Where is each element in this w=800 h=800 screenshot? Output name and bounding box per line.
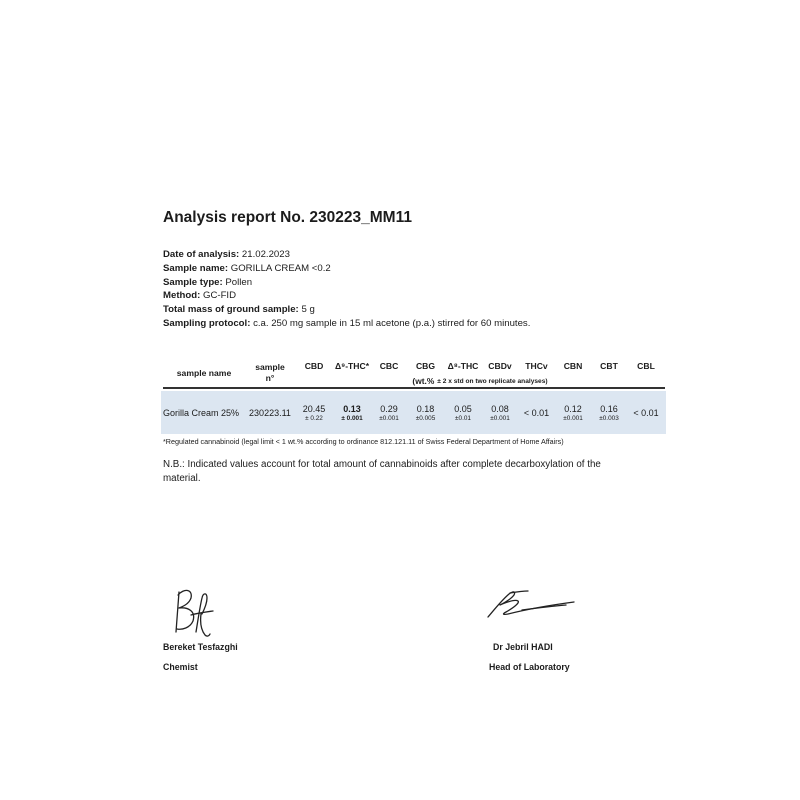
nb-note <box>163 458 601 486</box>
results-table-header <box>163 358 665 388</box>
result-value: 20.45 <box>302 404 326 414</box>
header-sample-no-label: sample n° <box>255 362 285 383</box>
result-value: 0.16 <box>600 404 618 414</box>
cell-cbn <box>555 391 591 434</box>
result-value: 0.05 <box>454 404 472 414</box>
header-sample-no <box>245 358 295 388</box>
result-value: < 0.01 <box>633 408 659 418</box>
head-of-lab-role: Head of Laboratory <box>489 662 570 672</box>
result-std: ±0.001 <box>379 415 399 422</box>
header-cbdv: CBDv <box>488 361 512 371</box>
header-unit <box>295 374 665 388</box>
header-d9-thc: Δ⁹-THC* <box>334 361 370 371</box>
field-label: Sample name: <box>163 262 229 274</box>
header-cbg: CBG <box>415 361 436 371</box>
header-cbl: CBL <box>637 361 655 371</box>
result-value: 0.29 <box>380 404 398 414</box>
chemist-role: Chemist <box>163 662 198 672</box>
field-label: Sampling protocol: <box>163 317 251 329</box>
cell-cbt <box>591 391 627 434</box>
cell-d8-thc <box>444 391 482 434</box>
header-d8-thc: Δ⁸-THC <box>447 361 479 371</box>
nb-note-line: material. <box>163 473 201 484</box>
field-method <box>163 289 530 303</box>
field-value: GC-FID <box>202 290 237 302</box>
chemist-name: Bereket Tesfazghi <box>163 642 238 652</box>
field-total-mass <box>163 303 530 317</box>
field-sample-type <box>163 276 530 290</box>
result-std: ±0.005 <box>415 415 436 422</box>
result-std: ± 0.001 <box>341 415 363 422</box>
cell-cbc <box>371 391 407 434</box>
cell-cbdv <box>482 391 518 434</box>
header-sample-name: sample name <box>176 368 232 378</box>
result-std: ± 0.22 <box>305 415 323 422</box>
sample-no-value: 230223.11 <box>249 408 291 418</box>
table-row <box>163 391 665 434</box>
field-label: Date of analysis: <box>163 249 240 260</box>
sample-name-value: Gorilla Cream 25% <box>163 408 240 418</box>
result-std: ±0.001 <box>490 415 510 422</box>
signature-chemist <box>160 580 230 640</box>
result-std: ±0.01 <box>455 415 471 422</box>
report-title: Analysis report No. 230223_MM11 <box>163 209 412 226</box>
cell-cbd <box>295 391 333 434</box>
cell-sample-no <box>245 391 295 434</box>
table-footnote: *Regulated cannabinoid (legal limit < 1 wt.% according to ordinance 812.121.11 of Swiss Federal Department of Home Affairs) <box>163 437 564 446</box>
field-value: 21.02.2023 <box>241 249 290 260</box>
cell-cbg <box>407 391 444 434</box>
field-value: c.a. 250 mg sample in 15 ml acetone (p.a.) stirred for 60 minutes. <box>253 317 531 329</box>
field-value: GORILLA CREAM <0.2 <box>230 262 331 274</box>
report-metadata <box>163 248 530 331</box>
result-std: ±0.001 <box>563 415 583 422</box>
cell-d9-thc <box>333 391 371 434</box>
cell-sample-name <box>163 391 245 434</box>
result-value: < 0.01 <box>523 408 550 418</box>
field-sampling-protocol <box>163 317 530 331</box>
header-cbn: CBN <box>563 361 583 371</box>
result-value: 0.12 <box>564 404 582 414</box>
field-value: Pollen <box>225 276 253 288</box>
header-thcv: THCv <box>525 361 548 371</box>
header-unit-suffix: ± 2 x std on two replicate analyses) <box>437 377 548 385</box>
field-label: Method: <box>163 290 201 302</box>
field-date-of-analysis <box>163 248 530 262</box>
signature-head-of-laboratory <box>482 584 582 624</box>
result-value: 0.18 <box>416 404 435 414</box>
header-rule <box>163 387 665 389</box>
header-cbd: CBD <box>304 361 324 371</box>
field-sample-name <box>163 262 530 276</box>
header-cbc: CBC <box>379 361 399 371</box>
field-label: Sample type: <box>163 276 223 288</box>
header-unit-prefix: (wt.% <box>412 376 435 386</box>
head-of-lab-name: Dr Jebril HADI <box>493 642 553 652</box>
result-std: ±0.003 <box>599 415 619 422</box>
header-cbt: CBT <box>600 361 618 371</box>
field-label: Total mass of ground sample: <box>163 304 299 316</box>
cell-cbl <box>627 391 665 434</box>
field-value: 5 g <box>301 304 315 316</box>
nb-note-line: N.B.: Indicated values account for total amount of cannabinoids after complete decarboxylation of the <box>163 459 601 470</box>
cell-thcv <box>518 391 555 434</box>
result-value: 0.08 <box>491 404 509 414</box>
result-value: 0.13 <box>343 404 361 414</box>
